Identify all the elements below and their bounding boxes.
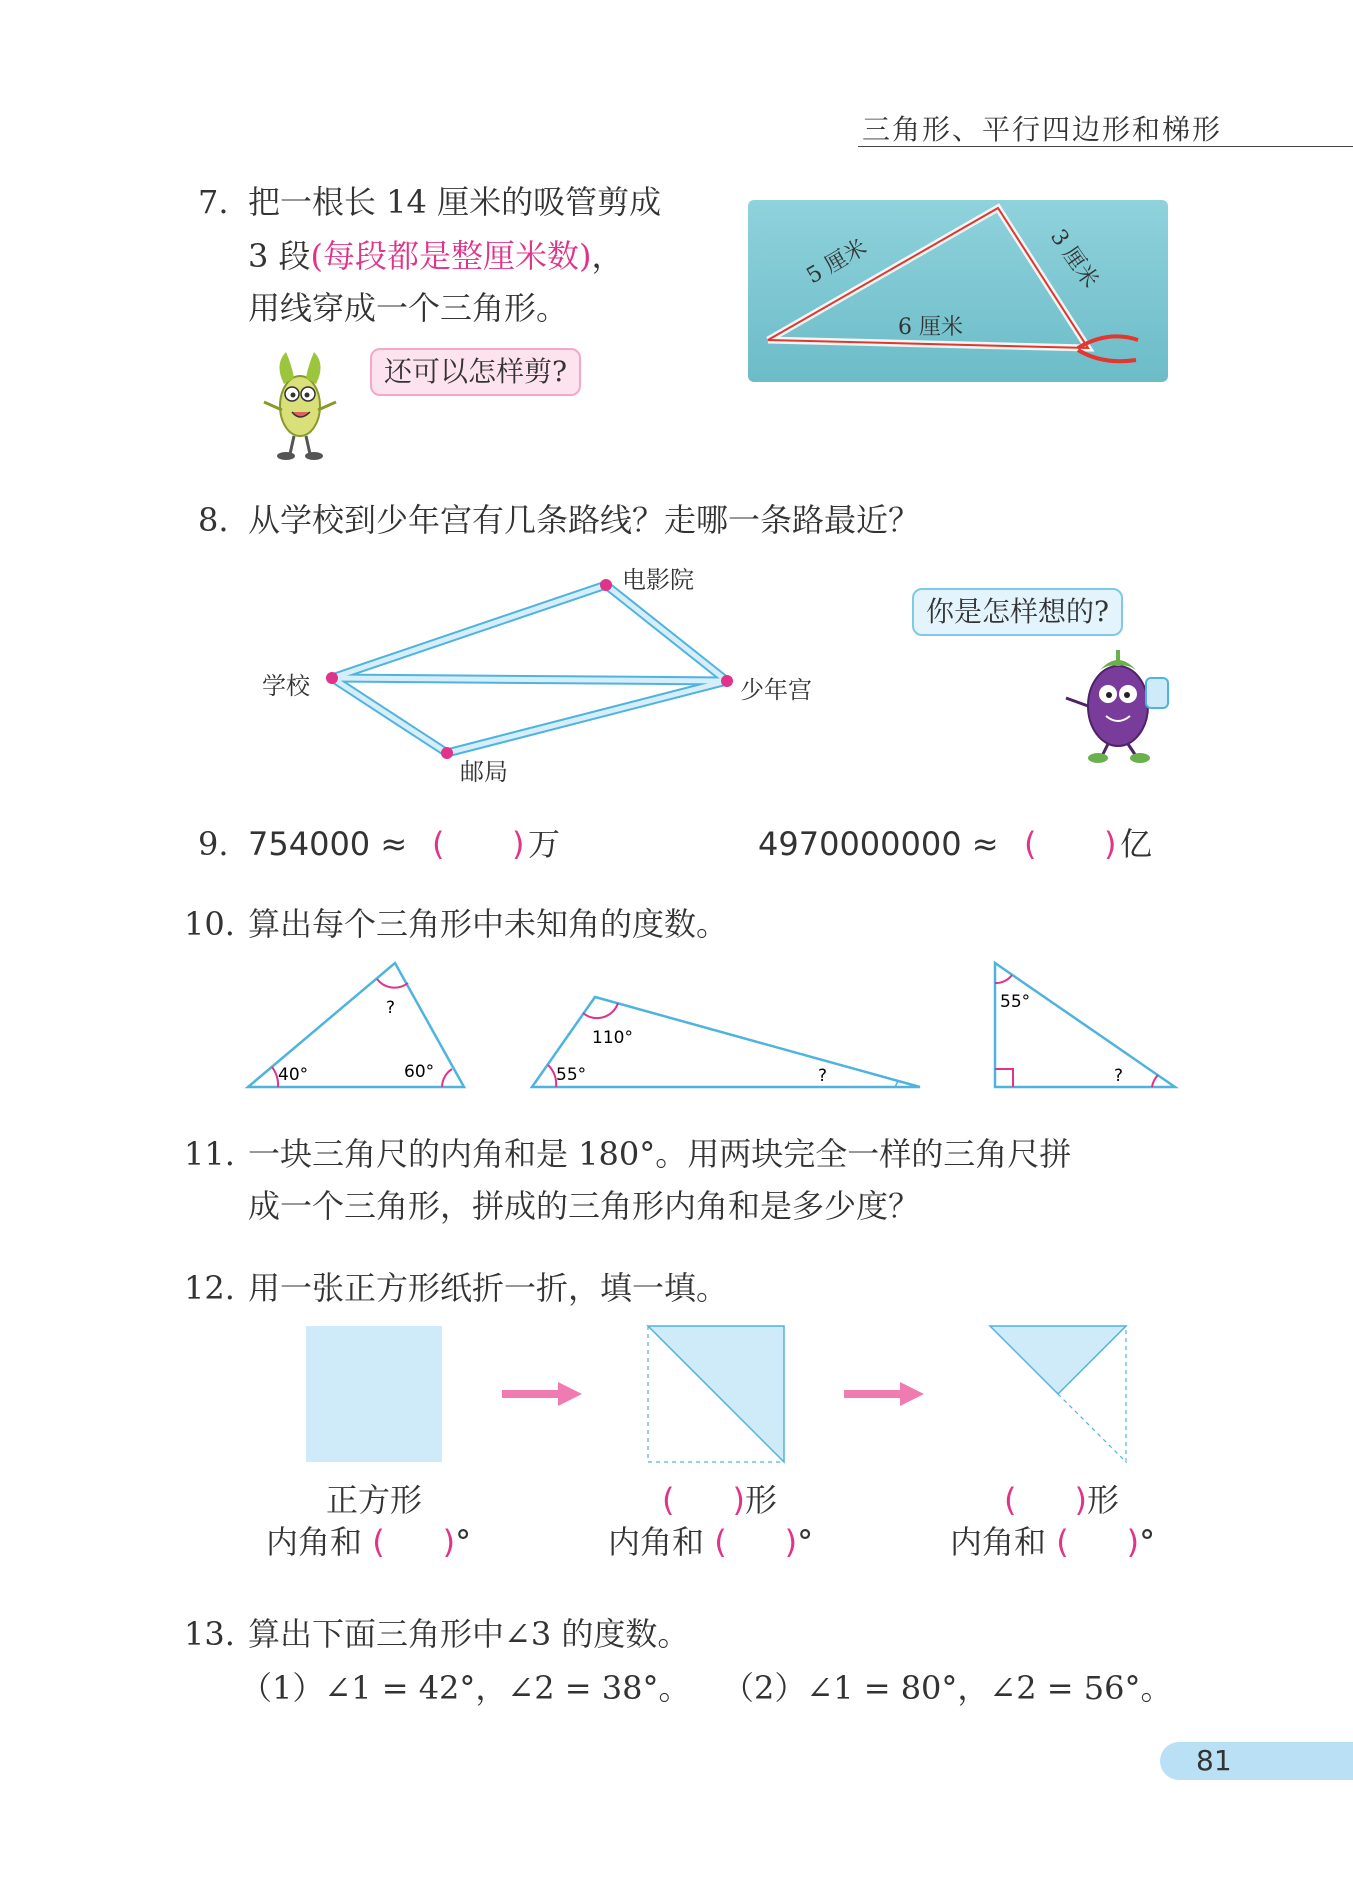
col2-degree: ° xyxy=(797,1523,814,1561)
post-dot xyxy=(441,747,453,759)
col2-name-open: ( xyxy=(662,1481,675,1519)
q9-right-open: ( xyxy=(1024,825,1037,863)
q13-number: 13. xyxy=(184,1615,235,1653)
col1-angle-sum-label: 内角和 xyxy=(266,1523,363,1561)
q8-number: 8. xyxy=(198,501,229,539)
photo-label-right: 3 厘米 xyxy=(1045,225,1103,293)
col3-name-suffix: 形 xyxy=(1086,1481,1119,1519)
col3-name-open: ( xyxy=(1004,1481,1017,1519)
t2-left-angle: 55° xyxy=(556,1065,587,1085)
arrow-right-icon xyxy=(502,1382,582,1406)
folded-triangle-1 xyxy=(648,1326,784,1462)
col3-name-close: ) xyxy=(1074,1481,1087,1519)
school-dot xyxy=(326,672,338,684)
col3-degree: ° xyxy=(1139,1523,1156,1561)
q9-left-open: ( xyxy=(432,825,445,863)
t1-top-angle: ? xyxy=(386,998,396,1018)
q11-number: 11. xyxy=(184,1135,235,1173)
col3-close: ) xyxy=(1126,1523,1140,1561)
col1-angle-sum xyxy=(266,1516,471,1568)
cinema-dot xyxy=(600,579,612,591)
q9-number: 9. xyxy=(198,825,229,863)
chapter-title: 三角形、平行四边形和梯形 xyxy=(862,113,1223,146)
col2-open: ( xyxy=(714,1523,727,1561)
col1-close: ) xyxy=(442,1523,456,1561)
q9-right-unit: 亿 xyxy=(1120,825,1153,863)
q11-line1: 一块三角尺的内角和是 180°。用两块完全一样的三角尺拼 xyxy=(248,1135,1072,1173)
col1-degree: ° xyxy=(455,1523,472,1561)
place-cinema: 电影院 xyxy=(622,566,694,594)
eggplant-mascot xyxy=(1058,636,1182,764)
photo-label-bottom: 6 厘米 xyxy=(898,315,963,340)
arrow-right-icon xyxy=(844,1382,924,1406)
photo-label-left: 5 厘米 xyxy=(802,235,872,290)
col3-angle-sum xyxy=(950,1516,1155,1568)
q7-line2-post: ， xyxy=(591,237,624,275)
t1-left-angle: 40° xyxy=(278,1065,309,1085)
q12-number: 12. xyxy=(184,1269,235,1307)
q9-left-expression: 754000 ≈ xyxy=(248,825,408,863)
q7-speech-bubble: 还可以怎样剪? xyxy=(370,348,581,396)
q9-right-expression: 4970000000 ≈ xyxy=(758,825,999,863)
q9-right-close: ) xyxy=(1104,825,1117,863)
col2-angle-sum-label: 内角和 xyxy=(608,1523,705,1561)
t3-top-angle: 55° xyxy=(1000,992,1031,1012)
palace-dot xyxy=(721,675,733,687)
col1-open: ( xyxy=(372,1523,385,1561)
q8-speech-bubble: 你是怎样想的? xyxy=(912,588,1123,636)
fold-diagram xyxy=(300,1322,1140,1472)
col2-close: ) xyxy=(784,1523,798,1561)
t2-top-angle: 110° xyxy=(592,1028,633,1048)
col2-name-suffix: 形 xyxy=(744,1481,777,1519)
page-number: 81 xyxy=(1196,1744,1232,1777)
q13-part2: （2）∠1 = 80°，∠2 = 56°。 xyxy=(722,1669,1173,1707)
q9-left-close: ) xyxy=(512,825,525,863)
shape1-name: 正方形 xyxy=(326,1481,423,1519)
q10-text: 算出每个三角形中未知角的度数。 xyxy=(248,905,729,943)
col2-angle-sum xyxy=(608,1516,813,1568)
place-post: 邮局 xyxy=(460,758,508,786)
triangle-2 xyxy=(532,997,920,1087)
t3-right-angle: ? xyxy=(1114,1066,1124,1086)
header-rule xyxy=(858,146,1353,147)
q7-line2-pre: 3 段 xyxy=(248,237,311,275)
q13-text: 算出下面三角形中∠3 的度数。 xyxy=(248,1615,690,1653)
triangle-3 xyxy=(995,963,1175,1087)
q9-left-unit: 万 xyxy=(528,825,561,863)
col3-angle-sum-label: 内角和 xyxy=(950,1523,1047,1561)
q7-line1: 把一根长 14 厘米的吸管剪成 xyxy=(248,183,662,221)
q10-triangles xyxy=(240,955,1190,1095)
col2-name-close: ) xyxy=(732,1481,745,1519)
straw-triangle-photo xyxy=(748,200,1168,382)
t1-right-angle: 60° xyxy=(404,1062,435,1082)
q13-part1: （1）∠1 = 42°，∠2 = 38°。 xyxy=(240,1669,691,1707)
q7-line3: 用线穿成一个三角形。 xyxy=(248,289,569,327)
q7-number: 7. xyxy=(198,183,229,221)
q7-line2-note: (每段都是整厘米数) xyxy=(310,237,592,275)
page-number-tab xyxy=(1160,1742,1353,1780)
folded-triangle-2 xyxy=(990,1326,1126,1394)
place-school: 学校 xyxy=(262,672,310,700)
col3-open: ( xyxy=(1056,1523,1069,1561)
corn-mascot xyxy=(254,344,346,462)
q8-text: 从学校到少年宫有几条路线？走哪一条路最近？ xyxy=(248,501,921,539)
place-palace: 少年宫 xyxy=(740,676,812,704)
q12-text: 用一张正方形纸折一折，填一填。 xyxy=(248,1269,729,1307)
q11-line2: 成一个三角形，拼成的三角形内角和是多少度？ xyxy=(248,1187,921,1225)
q10-number: 10. xyxy=(184,905,235,943)
t2-right-angle: ? xyxy=(818,1066,828,1086)
square-shape xyxy=(306,1326,442,1462)
q7-line2 xyxy=(248,230,624,282)
